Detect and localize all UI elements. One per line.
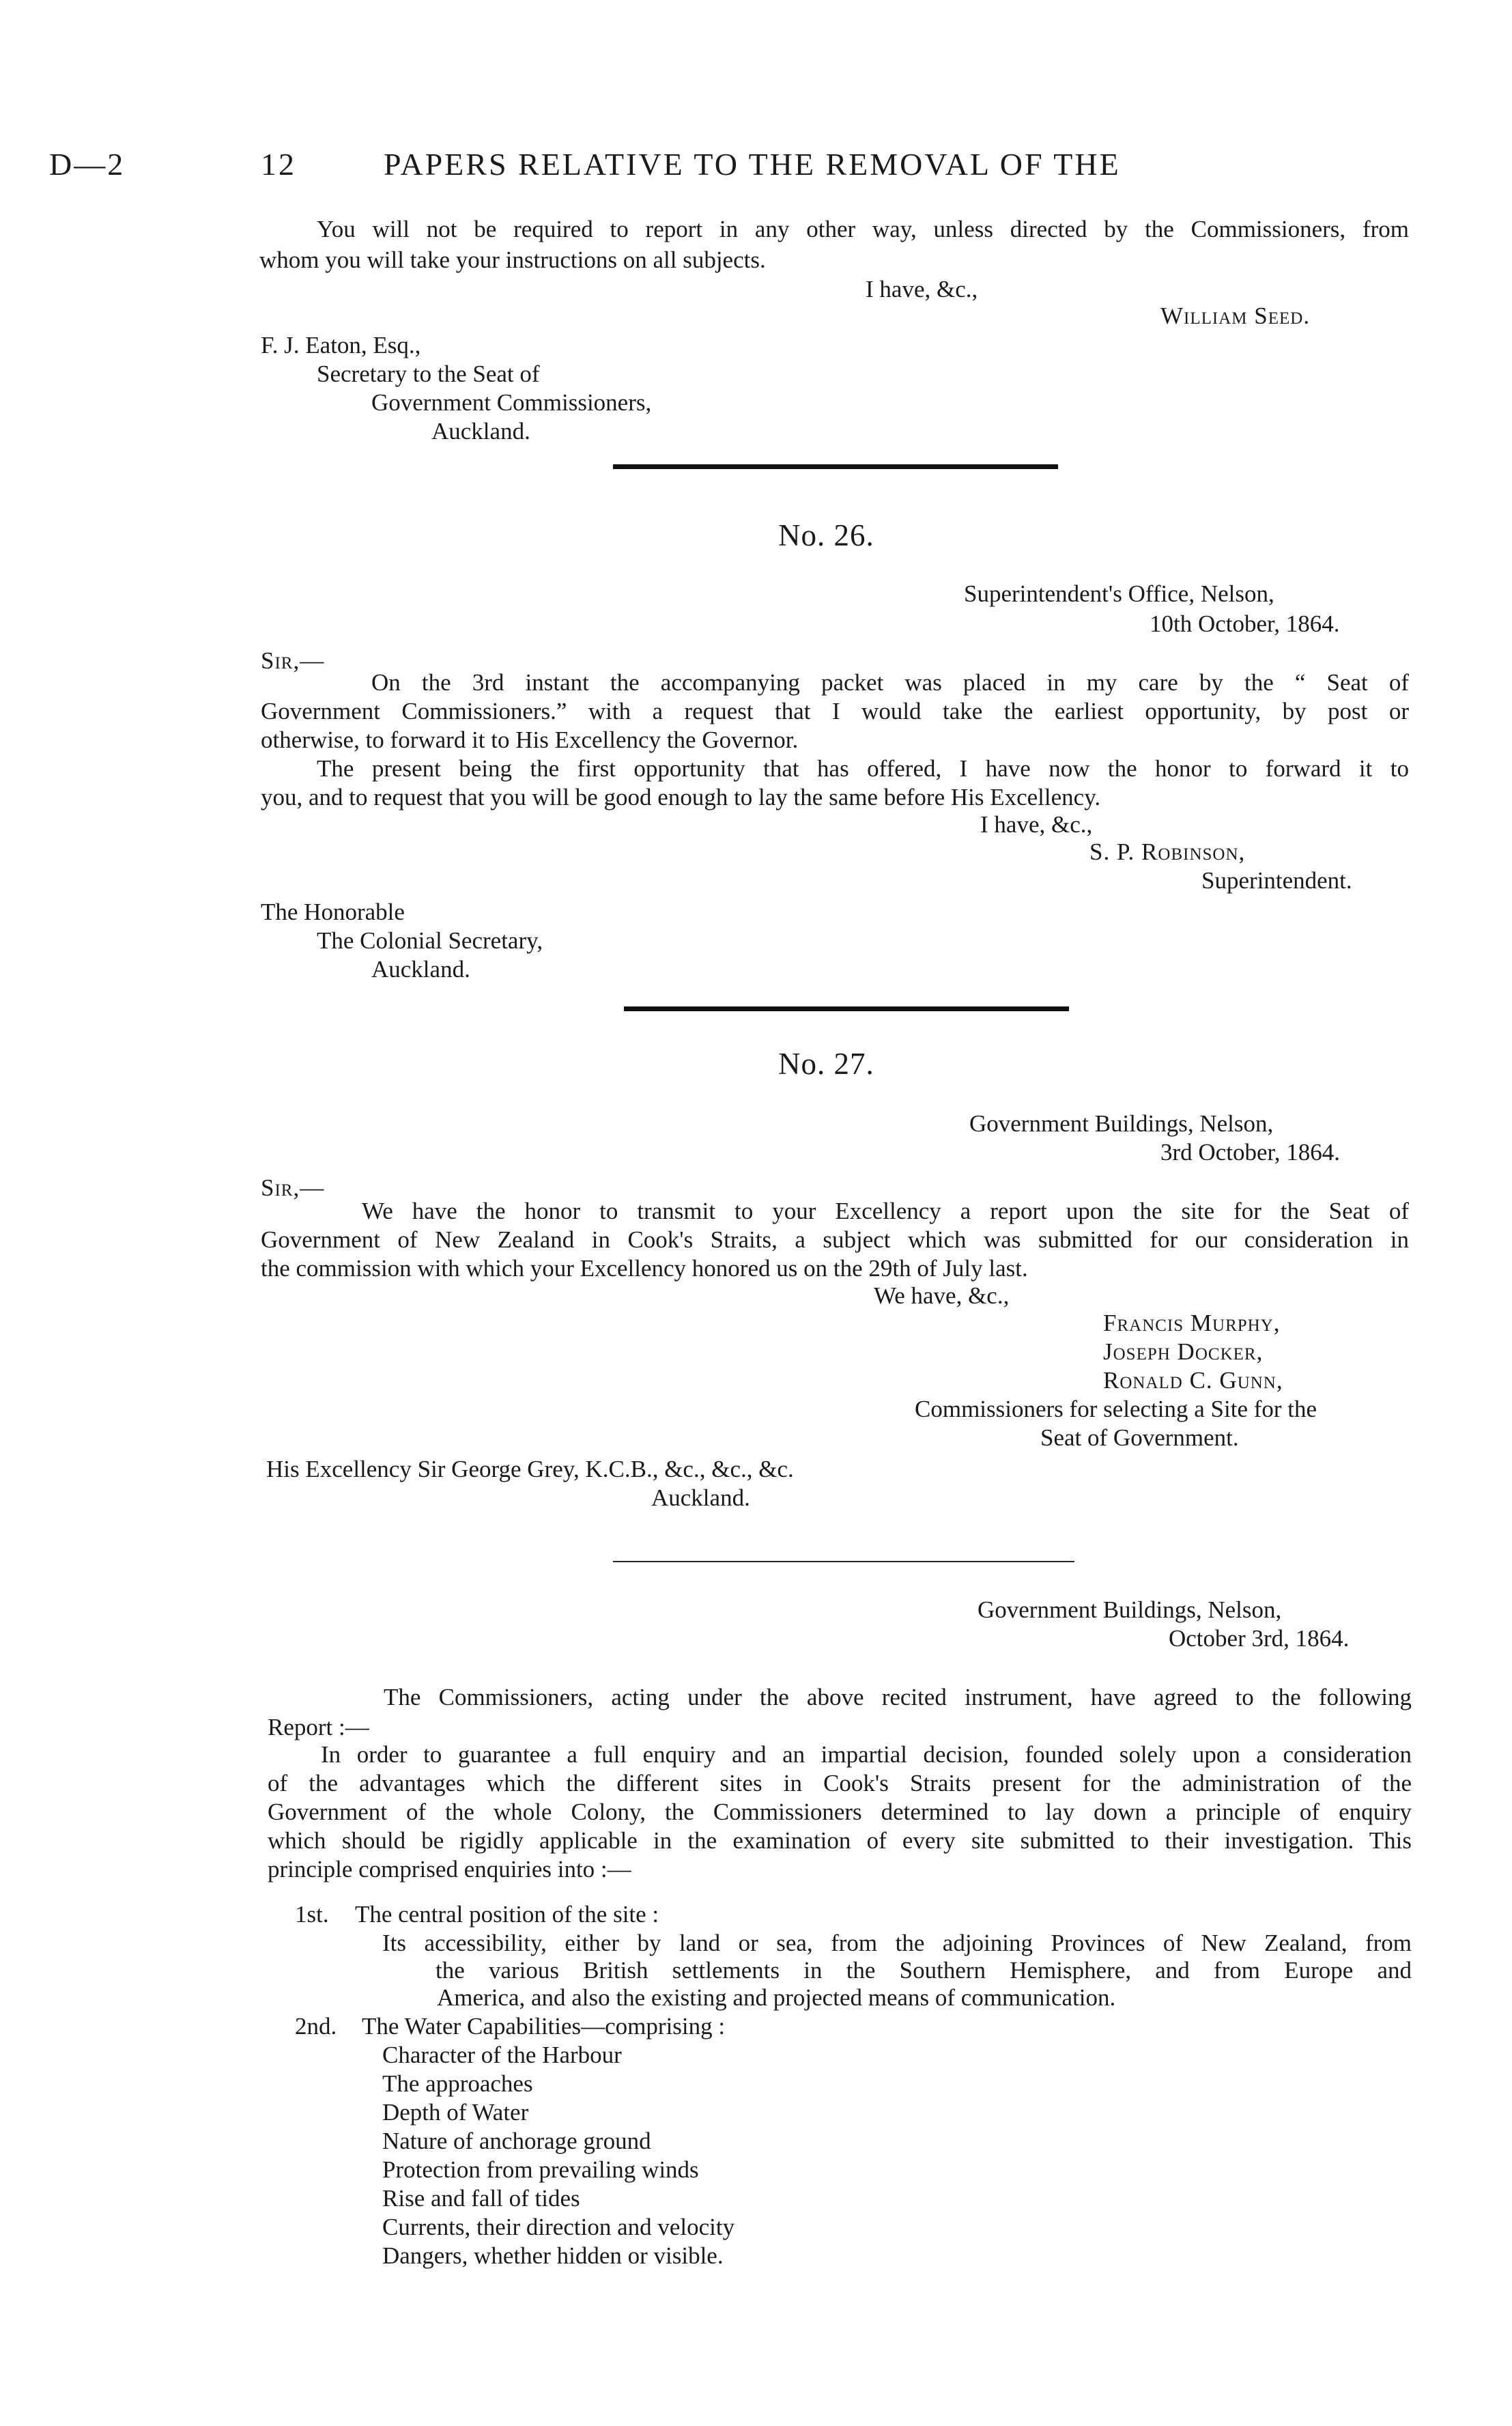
letter-line: The present being the first opportunity that has offered, I have now the honor to forward it to xyxy=(317,755,1409,782)
letter-signatory-title: Superintendent. xyxy=(1201,867,1352,894)
letter-salutation: Sir,— xyxy=(261,1174,325,1201)
letter-line: the commission with which your Excellency honored us on the 29th of July last. xyxy=(261,1255,1028,1282)
report-intro-line-1: The Commissioners, acting under the above recited instrument, have agreed to the following xyxy=(384,1684,1412,1710)
letter-place: Superintendent's Office, Nelson, xyxy=(964,580,1274,607)
letter-date: 10th October, 1864. xyxy=(1150,610,1340,637)
report-item-label: 1st. xyxy=(295,1901,329,1928)
letter-line: Government Commissioners.” with a request that I would take the earliest opportunity, by post or xyxy=(261,698,1409,724)
letter-addressee: His Excellency Sir George Grey, K.C.B., &c., &c., &c. xyxy=(266,1456,794,1482)
letter-closing: We have, &c., xyxy=(874,1282,1010,1309)
water-capability-item: Character of the Harbour xyxy=(382,2042,622,2068)
letter-addressee: The Honorable xyxy=(261,899,405,925)
intro-closing: I have, &c., xyxy=(866,276,978,302)
report-item-line: Its accessibility, either by land or sea, from the adjoining Provinces of New Zealand, from xyxy=(382,1930,1412,1956)
report-place: Government Buildings, Nelson, xyxy=(978,1596,1282,1623)
water-capability-item: Nature of anchorage ground xyxy=(382,2128,651,2154)
commissioners-line-2: Seat of Government. xyxy=(1040,1424,1239,1451)
report-para-line: principle comprised enquiries into :— xyxy=(268,1856,631,1882)
report-item-title: The Water Capabilities—comprising : xyxy=(362,2013,726,2040)
letter-signatory: Joseph Docker, xyxy=(1103,1338,1264,1365)
section-divider xyxy=(613,1561,1074,1562)
intro-line-2: whom you will take your instructions on all subjects. xyxy=(259,246,766,273)
report-item-line: the various British settlements in the Southern Hemisphere, and from Europe and xyxy=(436,1957,1412,1984)
letter-signatory: Francis Murphy, xyxy=(1103,1310,1281,1336)
letter-addressee: Auckland. xyxy=(371,956,470,983)
report-para-line: In order to guarantee a full enquiry and an impartial decision, founded solely upon a consideration xyxy=(321,1741,1412,1768)
water-capability-item: The approaches xyxy=(382,2070,533,2097)
letter-place: Government Buildings, Nelson, xyxy=(969,1110,1274,1137)
letter-date: 3rd October, 1864. xyxy=(1160,1139,1340,1166)
report-item-label: 2nd. xyxy=(295,2013,337,2040)
intro-addressee-4: Auckland. xyxy=(431,418,530,445)
letter-line: We have the honor to transmit to your Excellency a report upon the site for the Seat of xyxy=(362,1198,1409,1224)
intro-addressee-3: Government Commissioners, xyxy=(371,389,652,416)
letter-line: Government of New Zealand in Cook's Straits, a subject which was submitted for our consideration in xyxy=(261,1226,1409,1253)
letter-number: No. 27. xyxy=(778,1047,874,1081)
intro-signature: William Seed. xyxy=(1160,302,1311,329)
letter-addressee: The Colonial Secretary, xyxy=(317,927,543,954)
report-para-line: Government of the whole Colony, the Commissioners determined to lay down a principle of enquiry xyxy=(268,1799,1412,1825)
commissioners-line-1: Commissioners for selecting a Site for the xyxy=(915,1396,1317,1422)
report-date: October 3rd, 1864. xyxy=(1169,1625,1350,1652)
water-capability-item: Depth of Water xyxy=(382,2099,529,2126)
report-item-title: The central position of the site : xyxy=(355,1901,659,1928)
intro-line-1: You will not be required to report in any other way, unless directed by the Commissioners, from xyxy=(317,216,1409,242)
letter-number: No. 26. xyxy=(778,518,874,552)
section-divider xyxy=(624,1006,1069,1011)
report-para-line: which should be rigidly applicable in the examination of every site submitted to their investigation. This xyxy=(268,1827,1412,1854)
intro-addressee-2: Secretary to the Seat of xyxy=(317,361,540,387)
intro-addressee-1: F. J. Eaton, Esq., xyxy=(261,332,421,358)
report-para-line: of the advantages which the different sites in Cook's Straits present for the administration of the xyxy=(268,1770,1412,1796)
report-item-line: America, and also the existing and projected means of communication. xyxy=(437,1984,1116,2011)
letter-addressee: Auckland. xyxy=(651,1484,750,1511)
page-title: PAPERS RELATIVE TO THE REMOVAL OF THE xyxy=(384,147,1121,182)
letter-closing: I have, &c., xyxy=(980,811,1093,838)
water-capability-item: Currents, their direction and velocity xyxy=(382,2214,735,2240)
letter-line: you, and to request that you will be good enough to lay the same before His Excellency. xyxy=(261,784,1101,810)
letter-signatory: Ronald C. Gunn, xyxy=(1103,1367,1283,1394)
report-intro-line-2: Report :— xyxy=(268,1714,369,1740)
letter-line: On the 3rd instant the accompanying packet was placed in my care by the “ Seat of xyxy=(371,669,1409,696)
water-capability-item: Protection from prevailing winds xyxy=(382,2156,699,2183)
letter-salutation: Sir,— xyxy=(261,647,325,674)
letter-signature: S. P. Robinson, xyxy=(1089,838,1246,865)
page-ref: D—2 xyxy=(49,147,126,182)
page-number: 12 xyxy=(261,147,296,182)
water-capability-item: Rise and fall of tides xyxy=(382,2185,580,2212)
letter-line: otherwise, to forward it to His Excellency the Governor. xyxy=(261,727,799,753)
water-capability-item: Dangers, whether hidden or visible. xyxy=(382,2242,724,2269)
section-divider xyxy=(613,464,1058,469)
